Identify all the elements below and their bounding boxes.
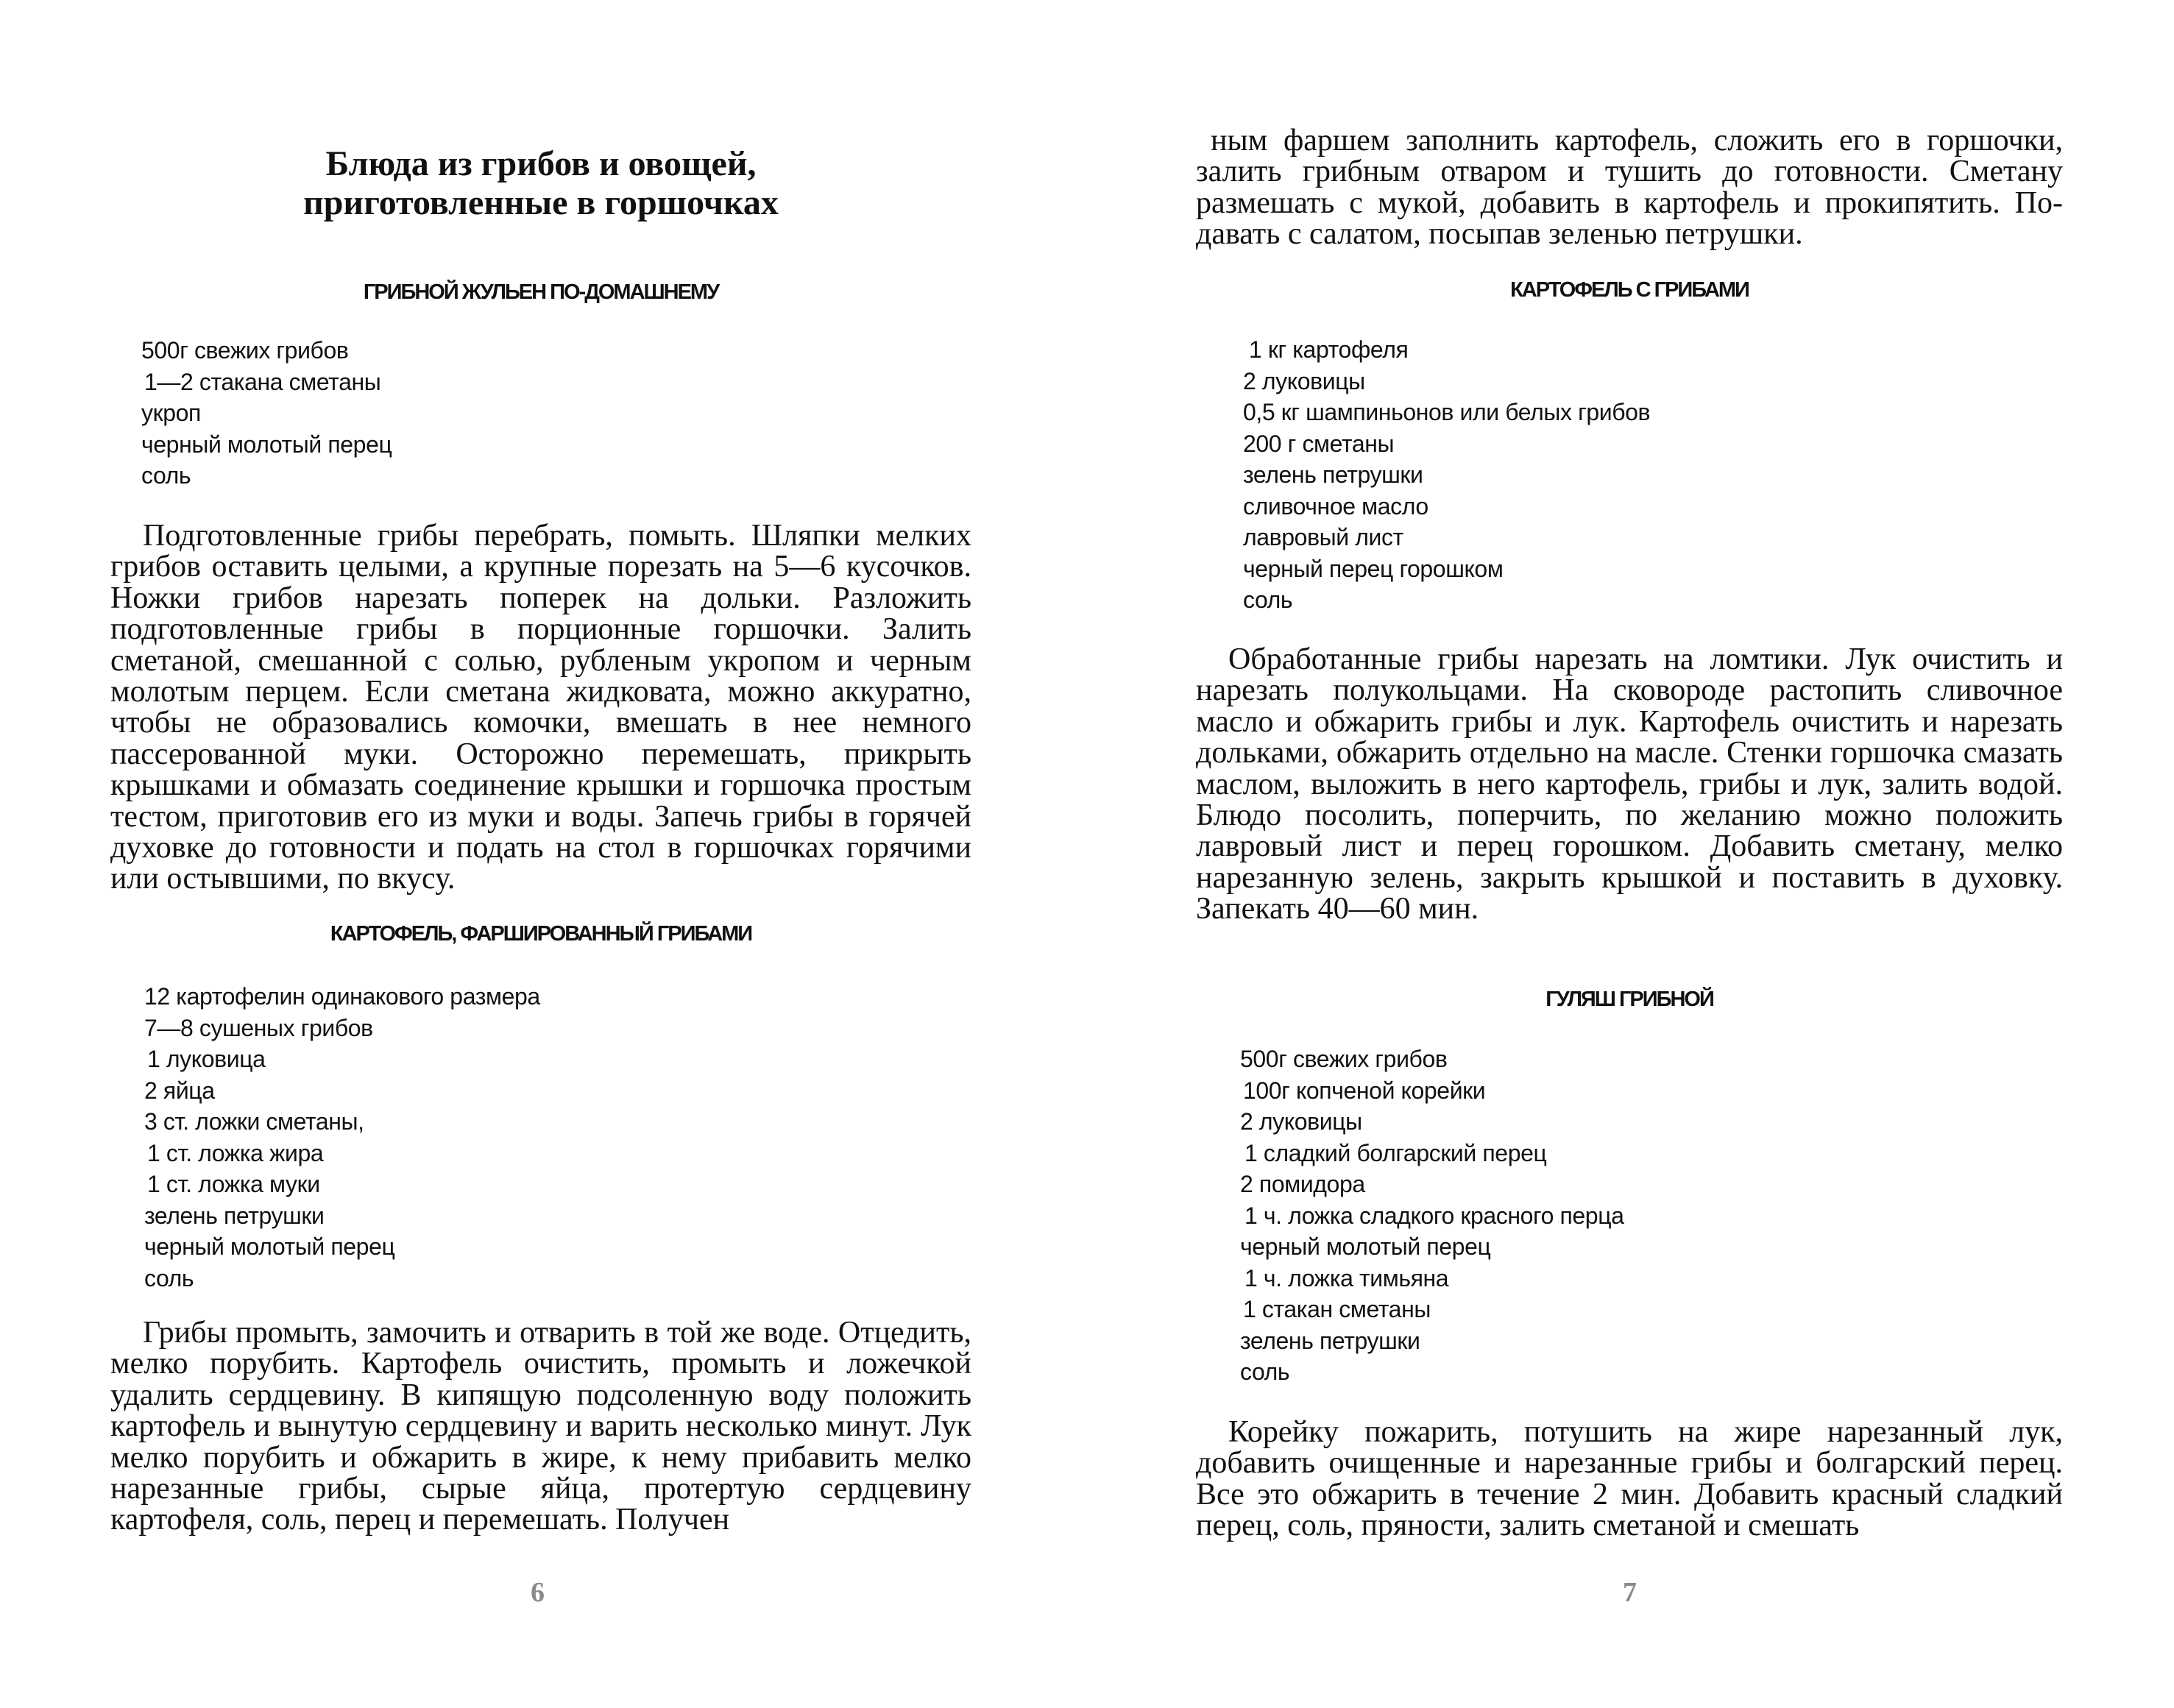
ingredient-item: 1 луковица xyxy=(147,1046,266,1072)
ingredient-item: зелень петрушки xyxy=(144,1202,325,1229)
recipe4-title: ГУЛЯШ ГРИБНОЙ xyxy=(1545,988,1713,1011)
recipe1-title: ГРИБНОЙ ЖУЛЬЕН ПО-ДОМАШНЕМУ xyxy=(363,280,719,304)
recipe1-ingredients-block xyxy=(141,335,1002,492)
recipe1-ingredients xyxy=(141,335,1002,492)
recipe1-instructions-block xyxy=(110,520,971,895)
recipe4-ingredients-block xyxy=(1240,1043,2107,1388)
ingredient-item: 3 ст. ложки сметаны, xyxy=(144,1108,364,1135)
ingredient-item: укроп xyxy=(141,400,201,426)
continuation-text: ным фаршем заполнить картофель, сложить его в горшочки, залить грибным отваром и тушить до готовности. Сметану размешать с мукой, добавить в картофель и прокипятить. Подавать с салатом, посыпав зеленью петрушки. xyxy=(1196,124,2063,252)
ingredient-item: 2 луковицы xyxy=(1243,367,1365,394)
recipe3-title: КАРТОФЕЛЬ С ГРИБАМИ xyxy=(1510,278,1749,302)
recipe4-ingredients xyxy=(1240,1043,2107,1388)
ingredient-item: 1 ч. ложка сладкого красного перца xyxy=(1244,1202,1624,1229)
main-title-line1: Блюда из грибов и овощей, xyxy=(325,144,757,183)
ingredient-item: 7—8 сушеных грибов xyxy=(144,1014,373,1041)
ingredient-item: 1—2 стакана сметаны xyxy=(144,368,381,395)
recipe2-instructions-block xyxy=(110,1317,971,1536)
ingredient-item: лавровый лист xyxy=(1243,524,1403,550)
main-title-block xyxy=(110,144,971,222)
ingredient-item: 1 ч. ложка тимьяна xyxy=(1244,1264,1449,1291)
ingredient-item: 2 помидора xyxy=(1240,1171,1365,1197)
recipe3-instructions: Обработанные грибы нарезать на ломтики. Лук очистить и нарезать полукольцами. На сковороде растопить сливочное масло и обжарить грибы и лук. Картофель очистить и нарезать дольками, обжарить отдельно на масле. Стенки горшочка смазать маслом, выложить в него картофель, грибы и лук, залить водой. Блюдо посолить, поперчить, по желанию можно положить лавровый лист и перец горошком. Добавить сметану, мелко нарезанную зелень, закрыть крышкой и поставить в духовку. Запекать 40—60 мин. xyxy=(1196,642,2063,926)
recipe2-ingredients-block xyxy=(144,981,1005,1294)
ingredient-item: соль xyxy=(144,1264,194,1291)
page-number-left: 6 xyxy=(531,1577,545,1608)
ingredient-item: 2 яйца xyxy=(144,1077,215,1104)
ingredient-item: сливочное масло xyxy=(1243,492,1428,520)
main-title xyxy=(110,144,971,222)
continuation-block xyxy=(1196,125,2063,250)
recipe3-ingredients xyxy=(1243,334,2110,616)
recipe2-heading-block xyxy=(110,922,971,946)
recipe4-instructions: Корейку пожарить, потушить на жире нарезанный лук, добавить очищенные и нарезанные грибы и болгарский перец. Все это обжарить в течение 2 мин. Добавить красный сладкий перец, соль, пряности, залить сметаной и смешать xyxy=(1196,1415,2063,1543)
ingredient-item: 100г копченой корейки xyxy=(1243,1077,1486,1104)
recipe2-title: КАРТОФЕЛЬ, ФАРШИРОВАННЫЙ ГРИБАМИ xyxy=(330,922,752,946)
page-number-right: 7 xyxy=(1623,1577,1637,1608)
recipe2-instructions: Грибы промыть, замочить и отварить в той же воде. Отцедить, мелко порубить. Картофель очистить, промыть и ложечкой удалить сердцевину. В кипящую подсоленную воду положить картофель и вынутую сердцевину и варить несколько минут. Лук мелко порубить и обжарить в жире, к нему прибавить мелко нарезанные грибы, сырые яйца, протертую сердцевину картофеля, соль, перец и перемешать. Получен xyxy=(110,1316,971,1537)
ingredient-item: черный молотый перец xyxy=(144,1233,395,1260)
ingredient-item: 1 ст. ложка муки xyxy=(147,1171,320,1197)
ingredient-item: соль xyxy=(1243,587,1293,613)
recipe1-instructions: Подготовленные грибы перебрать, помыть. Шляпки мелких грибов оставить целыми, а крупные порезать на 5—6 кусочков. Ножки грибов нарезать поперек на дольки. Разложить подготовленные грибы в порционные горшочки. Залить сметаной, смешанной с солью, рубленым укропом и черным молотым перцем. Если сметана жидковата, можно аккуратно, чтобы не образовались комочки, вмешать в нее немного пассерованной муки. Осторожно перемешать, прикрыть крышками и обмазать соединение крышки и горшочка простым тестом, приготовив его из муки и воды. Запечь грибы в горячей духовке до готовности и подать на стол в горшочках горячими или остывшими, по вкусу. xyxy=(110,519,971,896)
ingredient-item: зелень петрушки xyxy=(1243,461,1423,488)
ingredient-item: 12 картофелин одинакового размера xyxy=(144,983,540,1010)
ingredient-item: черный молотый перец xyxy=(141,430,392,458)
right-page xyxy=(1087,0,2174,1708)
recipe2-ingredients xyxy=(144,981,1005,1294)
recipe3-instructions-block xyxy=(1196,644,2063,925)
ingredient-item: 2 луковицы xyxy=(1240,1108,1362,1135)
ingredient-item: зелень петрушки xyxy=(1240,1327,1420,1354)
ingredient-item: 1 ст. ложка жира xyxy=(147,1139,324,1166)
main-title-line2: приготовленные в горшочках xyxy=(303,183,779,222)
ingredient-item: 1 кг картофеля xyxy=(1249,336,1409,363)
recipe3-heading-block xyxy=(1196,278,2063,302)
recipe3-ingredients-block xyxy=(1243,334,2110,616)
recipe1-heading-block xyxy=(110,280,971,305)
ingredient-item: соль xyxy=(1240,1358,1290,1385)
ingredient-item: соль xyxy=(141,462,191,489)
ingredient-item: 200 г сметаны xyxy=(1243,430,1395,457)
recipe4-instructions-block xyxy=(1196,1417,2063,1542)
ingredient-item: черный перец горошком xyxy=(1243,555,1504,582)
ingredient-item: 1 стакан сметаны xyxy=(1243,1296,1431,1322)
ingredient-item: черный молотый перец xyxy=(1240,1233,1491,1260)
ingredient-item: 500г свежих грибов xyxy=(141,337,349,364)
ingredient-item: 1 сладкий болгарский перец xyxy=(1244,1139,1547,1166)
recipe4-heading-block xyxy=(1196,988,2063,1012)
ingredient-item: 500г свежих грибов xyxy=(1240,1046,1448,1072)
ingredient-item: 0,5 кг шампиньонов или белых грибов xyxy=(1243,399,1651,425)
